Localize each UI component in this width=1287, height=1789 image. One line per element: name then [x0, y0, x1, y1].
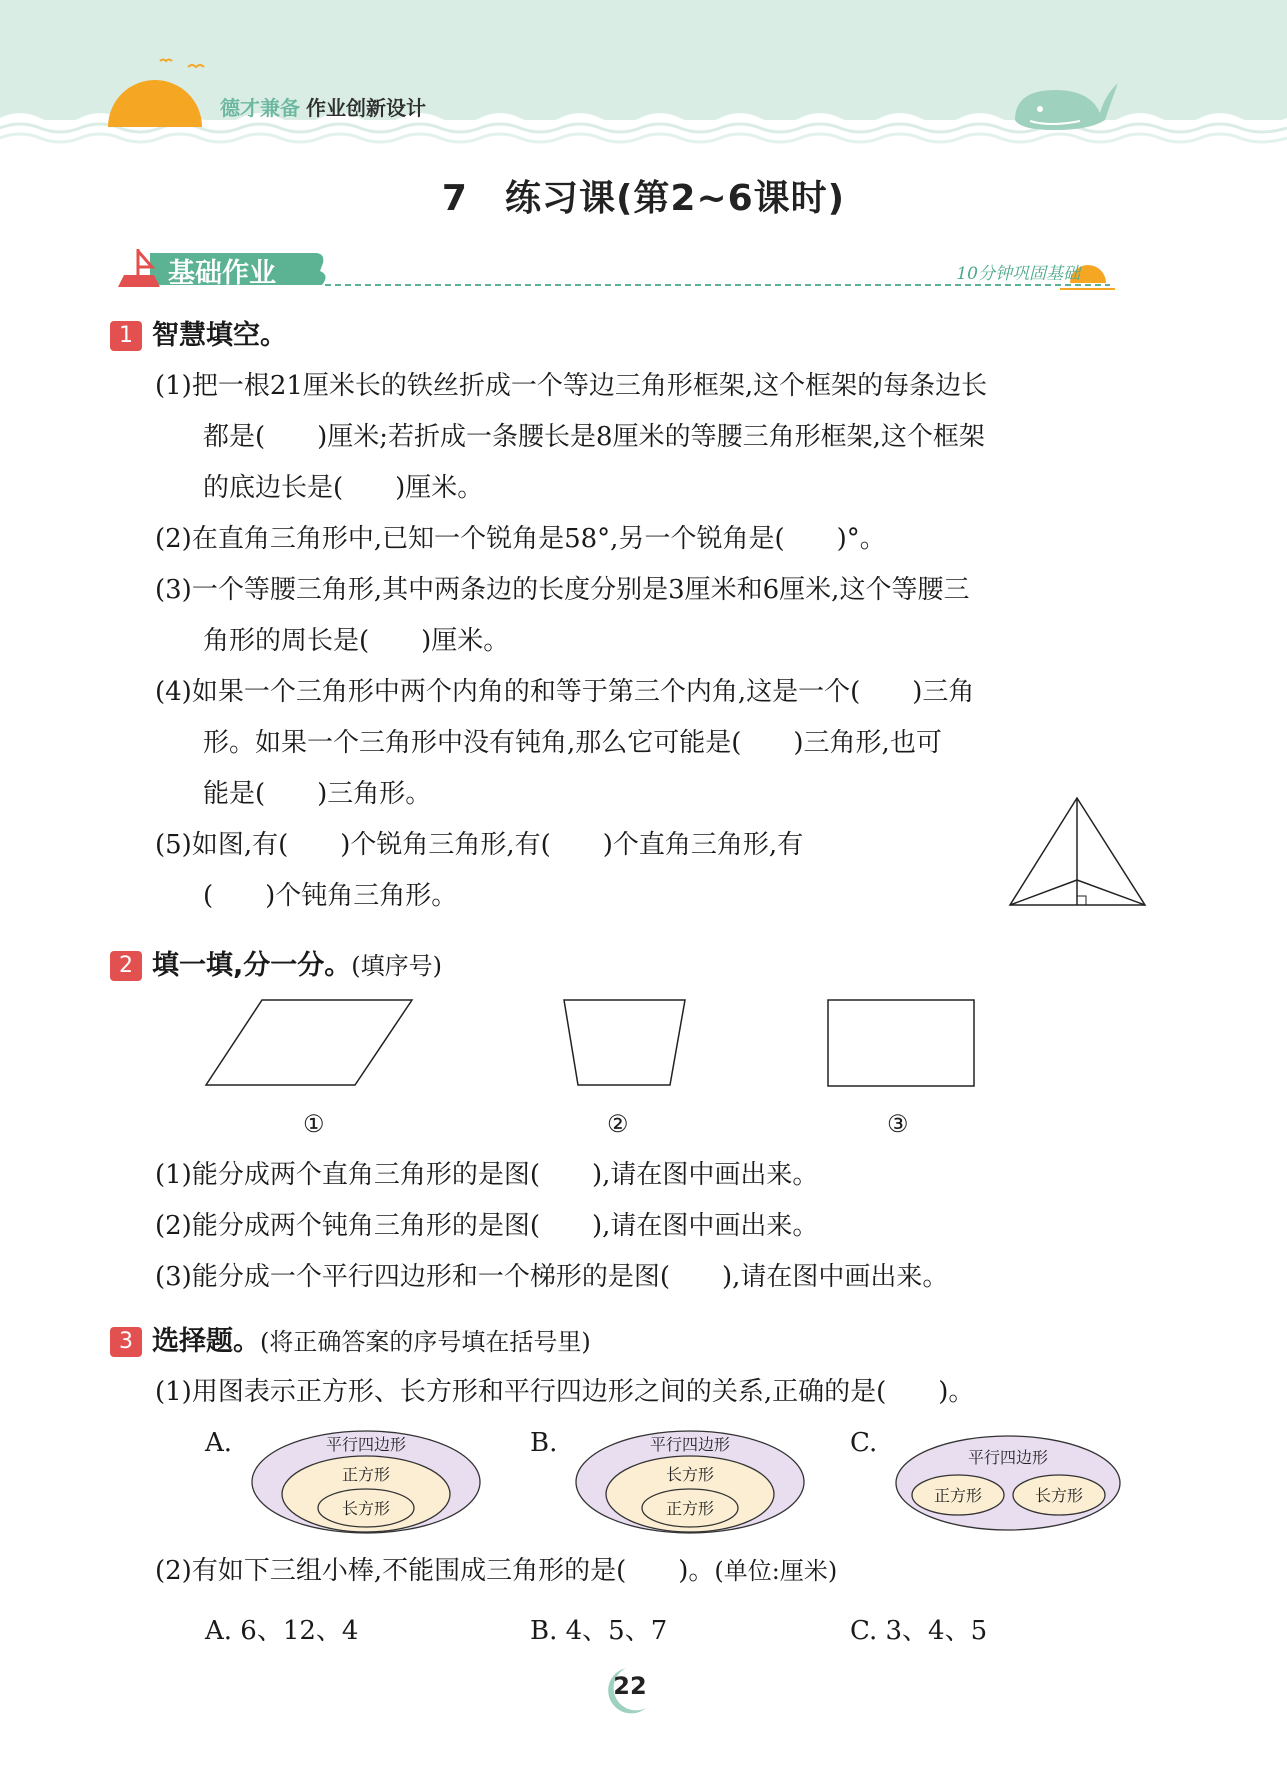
q3-number: 3	[110, 1327, 142, 1357]
q1-line: 形。如果一个三角形中没有钝角,那么它可能是( )三角形,也可	[203, 728, 942, 758]
section-header	[110, 245, 1150, 295]
q1-line: 能是( )三角形。	[203, 779, 432, 809]
q3-sub2	[155, 1546, 837, 1597]
q2-title: 填一填,分一分。	[152, 950, 352, 981]
q2-figure-label: ③	[887, 1110, 909, 1138]
q1-line: (1)把一根21厘米长的铁丝折成一个等边三角形框架,这个框架的每条边长	[155, 371, 988, 401]
q1-number: 1	[110, 321, 142, 351]
page-title: 7 练习课(第2~6课时)	[441, 178, 846, 219]
venn-outer-label: 平行四边形	[325, 1435, 407, 1454]
whale-icon	[1010, 75, 1120, 135]
q2-title-note: (填序号)	[351, 952, 442, 980]
page-number: 22	[613, 1672, 647, 1700]
q3-option2-b: B. 4、5、7	[530, 1616, 668, 1646]
q3-option-b-venn	[572, 1428, 808, 1536]
q2-figure-label: ①	[303, 1110, 325, 1138]
brand	[220, 92, 426, 121]
q3-sub2-note: (单位:厘米)	[714, 1557, 838, 1585]
q3-option-b-letter: B.	[530, 1428, 558, 1458]
brand-secondary: 作业创新设计	[306, 96, 426, 120]
venn-middle-label: 正方形	[341, 1465, 391, 1484]
q1-heading	[110, 310, 287, 361]
section-label: 基础作业	[168, 258, 276, 289]
q3-option-c-venn	[892, 1433, 1124, 1533]
venn-outer-label: 平行四边形	[967, 1448, 1049, 1467]
q1-line: 角形的周长是( )厘米。	[203, 626, 510, 656]
q3-sub1: (1)用图表示正方形、长方形和平行四边形之间的关系,正确的是( )。	[155, 1377, 975, 1407]
venn-middle-label: 长方形	[665, 1465, 715, 1484]
q1-triangle-figure	[1005, 795, 1150, 910]
venn-right-label: 长方形	[1034, 1486, 1084, 1505]
q2-heading	[110, 940, 442, 992]
q2-number: 2	[110, 951, 142, 981]
q3-option-a-venn	[248, 1428, 484, 1536]
q2-line: (3)能分成一个平行四边形和一个梯形的是图( ),请在图中画出来。	[155, 1262, 949, 1292]
q1-line: 都是( )厘米;若折成一条腰长是8厘米的等腰三角形框架,这个框架	[203, 422, 985, 452]
q3-option2-a: A. 6、12、4	[205, 1616, 359, 1646]
q1-line: (4)如果一个三角形中两个内角的和等于第三个内角,这是一个( )三角	[155, 677, 975, 707]
q3-sub2-text: (2)有如下三组小棒,不能围成三角形的是( )。	[155, 1556, 715, 1586]
q1-line: (3)一个等腰三角形,其中两条边的长度分别是3厘米和6厘米,这个等腰三	[155, 575, 970, 605]
q2-parallelogram	[200, 997, 420, 1089]
venn-inner-label: 正方形	[665, 1499, 715, 1518]
q2-line: (1)能分成两个直角三角形的是图( ),请在图中画出来。	[155, 1160, 819, 1190]
q3-heading	[110, 1316, 591, 1368]
brand-primary: 德才兼备	[220, 96, 300, 120]
venn-outer-label: 平行四边形	[649, 1435, 731, 1454]
section-note: 10分钟巩固基础	[956, 264, 1080, 284]
q2-line: (2)能分成两个钝角三角形的是图( ),请在图中画出来。	[155, 1211, 819, 1241]
q3-title-note: (将正确答案的序号填在括号里)	[260, 1328, 591, 1356]
q1-title: 智慧填空。	[152, 320, 287, 351]
q3-option-c-letter: C.	[850, 1428, 878, 1458]
q3-option2-c: C. 3、4、5	[850, 1616, 988, 1646]
q3-title: 选择题。	[152, 1326, 260, 1357]
q2-trapezoid	[560, 997, 690, 1089]
q2-figure-label: ②	[607, 1110, 629, 1138]
q1-line: ( )个钝角三角形。	[203, 881, 458, 911]
q1-line: (2)在直角三角形中,已知一个锐角是58°,另一个锐角是( )°。	[155, 524, 886, 554]
q1-line: (5)如图,有( )个锐角三角形,有( )个直角三角形,有	[155, 830, 804, 860]
q3-option-a-letter: A.	[205, 1428, 233, 1458]
venn-left-label: 正方形	[933, 1486, 983, 1505]
q1-line: 的底边长是( )厘米。	[203, 473, 484, 503]
venn-inner-label: 长方形	[341, 1499, 391, 1518]
sun-icon	[100, 55, 210, 130]
q2-rectangle	[825, 997, 977, 1089]
